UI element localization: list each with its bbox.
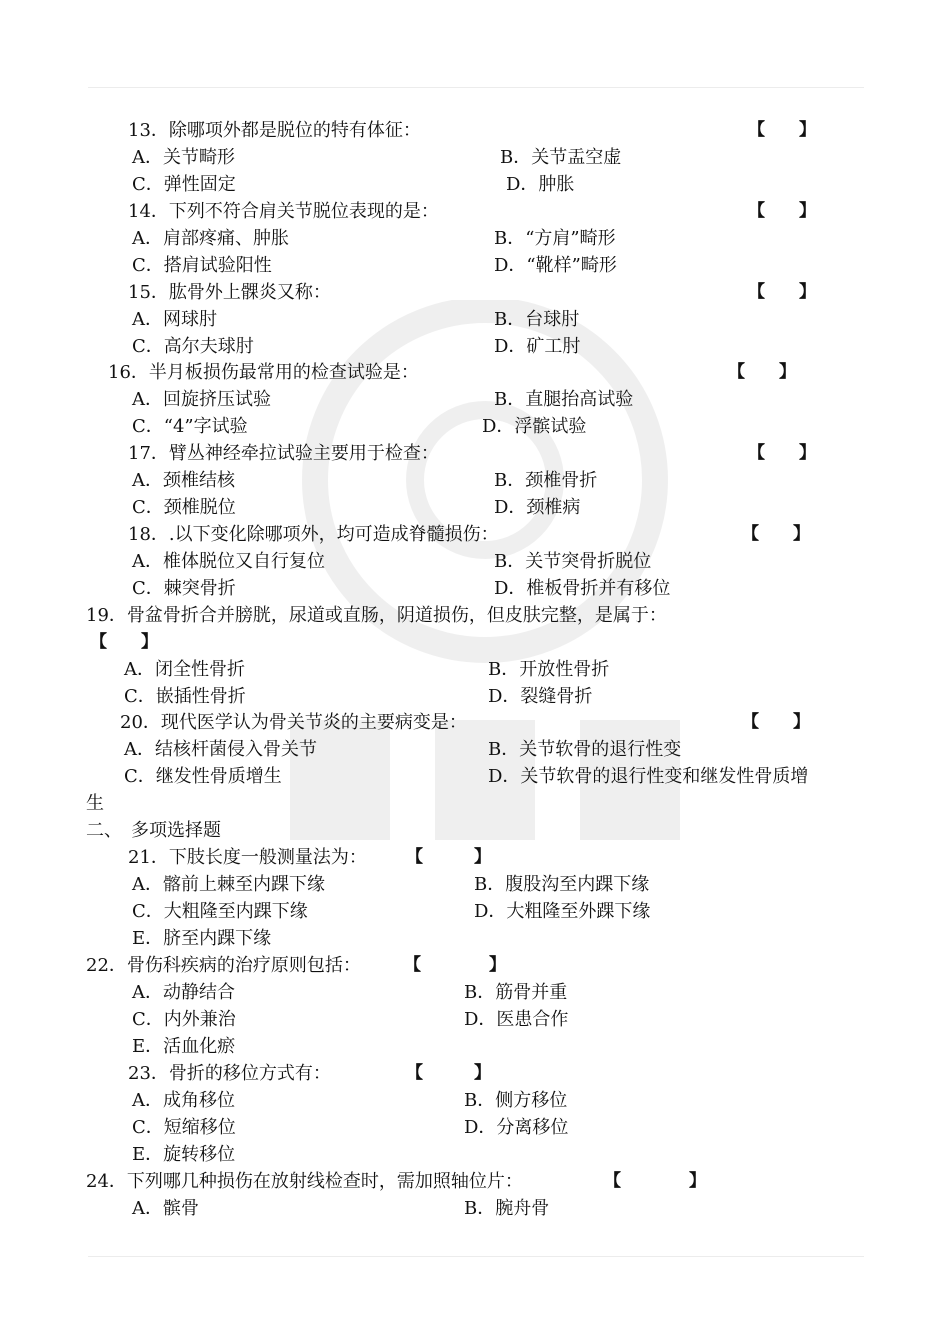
q21-stem: 21．下肢长度一般测量法为： (128, 847, 367, 868)
q19-option-b[interactable]: B．开放性骨折 (488, 659, 610, 680)
q18-option-c[interactable]: C．棘突骨折 (132, 578, 236, 599)
q23-answer-bracket[interactable]: 【 】 (406, 1063, 491, 1083)
q19-stem: 19．骨盆骨折合并膀胱，尿道或直肠，阴道损伤，但皮肤完整，是属于： (86, 605, 667, 626)
q19-option-a[interactable]: A．闭全性骨折 (124, 659, 245, 680)
q23-option-d[interactable]: D．分离移位 (464, 1117, 569, 1138)
q14-answer-bracket[interactable]: 【 】 (748, 201, 816, 221)
q18-option-b[interactable]: B．关节突骨折脱位 (494, 551, 652, 572)
q13-option-b[interactable]: B．关节盂空虚 (500, 147, 622, 168)
q18-option-d[interactable]: D．椎板骨折并有移位 (494, 578, 671, 599)
q21-option-d[interactable]: D．大粗隆至外踝下缘 (474, 901, 651, 922)
q16-stem: 16．半月板损伤最常用的检查试验是： (108, 362, 419, 383)
q14-option-c[interactable]: C．搭肩试验阳性 (132, 255, 272, 276)
q15-option-d[interactable]: D．矿工肘 (494, 336, 581, 357)
q19-option-d[interactable]: D．裂缝骨折 (488, 686, 593, 707)
q14-stem: 14．下列不符合肩关节脱位表现的是： (128, 201, 439, 222)
q22-option-b[interactable]: B．筋骨并重 (464, 982, 568, 1003)
q20-option-d-continuation: 生 (86, 793, 104, 814)
q24-option-a[interactable]: A．髌骨 (132, 1198, 199, 1219)
q21-option-e[interactable]: E．脐至内踝下缘 (132, 928, 272, 949)
q24-stem: 24．下列哪几种损伤在放射线检查时，需加照轴位片： (86, 1171, 523, 1192)
q17-option-a[interactable]: A．颈椎结核 (132, 470, 235, 491)
q13-answer-bracket[interactable]: 【 】 (748, 120, 816, 140)
q22-stem: 22．骨伤科疾病的治疗原则包括： (86, 955, 361, 976)
q21-option-a[interactable]: A．髂前上棘至内踝下缘 (132, 874, 325, 895)
q15-answer-bracket[interactable]: 【 】 (748, 282, 816, 302)
q22-option-a[interactable]: A．动静结合 (132, 982, 235, 1003)
q23-stem: 23．骨折的移位方式有： (128, 1063, 331, 1084)
q21-option-b[interactable]: B．腹股沟至内踝下缘 (474, 874, 650, 895)
q24-answer-bracket[interactable]: 【 】 (604, 1171, 706, 1191)
q21-answer-bracket[interactable]: 【 】 (406, 847, 491, 867)
q14-option-a[interactable]: A．肩部疼痛、肿胀 (132, 228, 289, 249)
q13-option-d[interactable]: D．肿胀 (506, 174, 575, 195)
q23-option-b[interactable]: B．侧方移位 (464, 1090, 568, 1111)
q17-option-b[interactable]: B．颈椎骨折 (494, 470, 598, 491)
q23-option-e[interactable]: E．旋转移位 (132, 1144, 236, 1165)
q13-option-a[interactable]: A．关节畸形 (132, 147, 235, 168)
footer-rule (88, 1256, 864, 1257)
q24-option-b[interactable]: B．腕舟骨 (464, 1198, 550, 1219)
q16-option-a[interactable]: A．回旋挤压试验 (132, 389, 271, 410)
q15-option-a[interactable]: A．网球肘 (132, 309, 217, 330)
q16-option-b[interactable]: B．直腿抬高试验 (494, 389, 634, 410)
q14-option-b[interactable]: B．“方肩”畸形 (494, 228, 616, 249)
q23-option-a[interactable]: A．成角移位 (132, 1090, 235, 1111)
q21-option-c[interactable]: C．大粗隆至内踝下缘 (132, 901, 308, 922)
q22-option-e[interactable]: E．活血化瘀 (132, 1036, 236, 1057)
section-heading-multiple-choice: 二、 多项选择题 (86, 820, 221, 841)
q13-stem: 13．除哪项外都是脱位的特有体征： (128, 120, 421, 141)
q17-option-d[interactable]: D．颈椎病 (494, 497, 581, 518)
q15-stem: 15．肱骨外上髁炎又称： (128, 282, 331, 303)
q16-option-c[interactable]: C．“4”字试验 (132, 416, 248, 437)
q18-stem: 18．.以下变化除哪项外，均可造成脊髓损伤： (128, 524, 499, 545)
q22-answer-bracket[interactable]: 【 】 (404, 955, 506, 975)
q13-option-c[interactable]: C．弹性固定 (132, 174, 236, 195)
q18-option-a[interactable]: A．椎体脱位又自行复位 (132, 551, 325, 572)
q20-answer-bracket[interactable]: 【 】 (742, 712, 810, 732)
q16-answer-bracket[interactable]: 【 】 (728, 362, 796, 382)
q15-option-b[interactable]: B．台球肘 (494, 309, 580, 330)
q14-option-d[interactable]: D．“靴样”畸形 (494, 255, 617, 276)
q22-option-c[interactable]: C．内外兼治 (132, 1009, 236, 1030)
q19-option-c[interactable]: C．嵌插性骨折 (124, 686, 246, 707)
q15-option-c[interactable]: C．高尔夫球肘 (132, 336, 254, 357)
q17-option-c[interactable]: C．颈椎脱位 (132, 497, 236, 518)
q17-stem: 17．臂丛神经牵拉试验主要用于检查： (128, 443, 439, 464)
q19-answer-bracket[interactable]: 【 】 (90, 632, 158, 652)
q23-option-c[interactable]: C．短缩移位 (132, 1117, 236, 1138)
q16-option-d[interactable]: D．浮髌试验 (482, 416, 587, 437)
q20-option-a[interactable]: A．结核杆菌侵入骨关节 (124, 739, 317, 760)
header-rule (88, 87, 864, 88)
q20-option-c[interactable]: C．继发性骨质增生 (124, 766, 282, 787)
q17-answer-bracket[interactable]: 【 】 (748, 443, 816, 463)
q20-option-b[interactable]: B．关节软骨的退行性变 (488, 739, 682, 760)
q20-stem: 20．现代医学认为骨关节炎的主要病变是： (120, 712, 467, 733)
q18-answer-bracket[interactable]: 【 】 (742, 524, 810, 544)
q22-option-d[interactable]: D．医患合作 (464, 1009, 569, 1030)
q20-option-d[interactable]: D．关节软骨的退行性变和继发性骨质增 (488, 766, 809, 787)
